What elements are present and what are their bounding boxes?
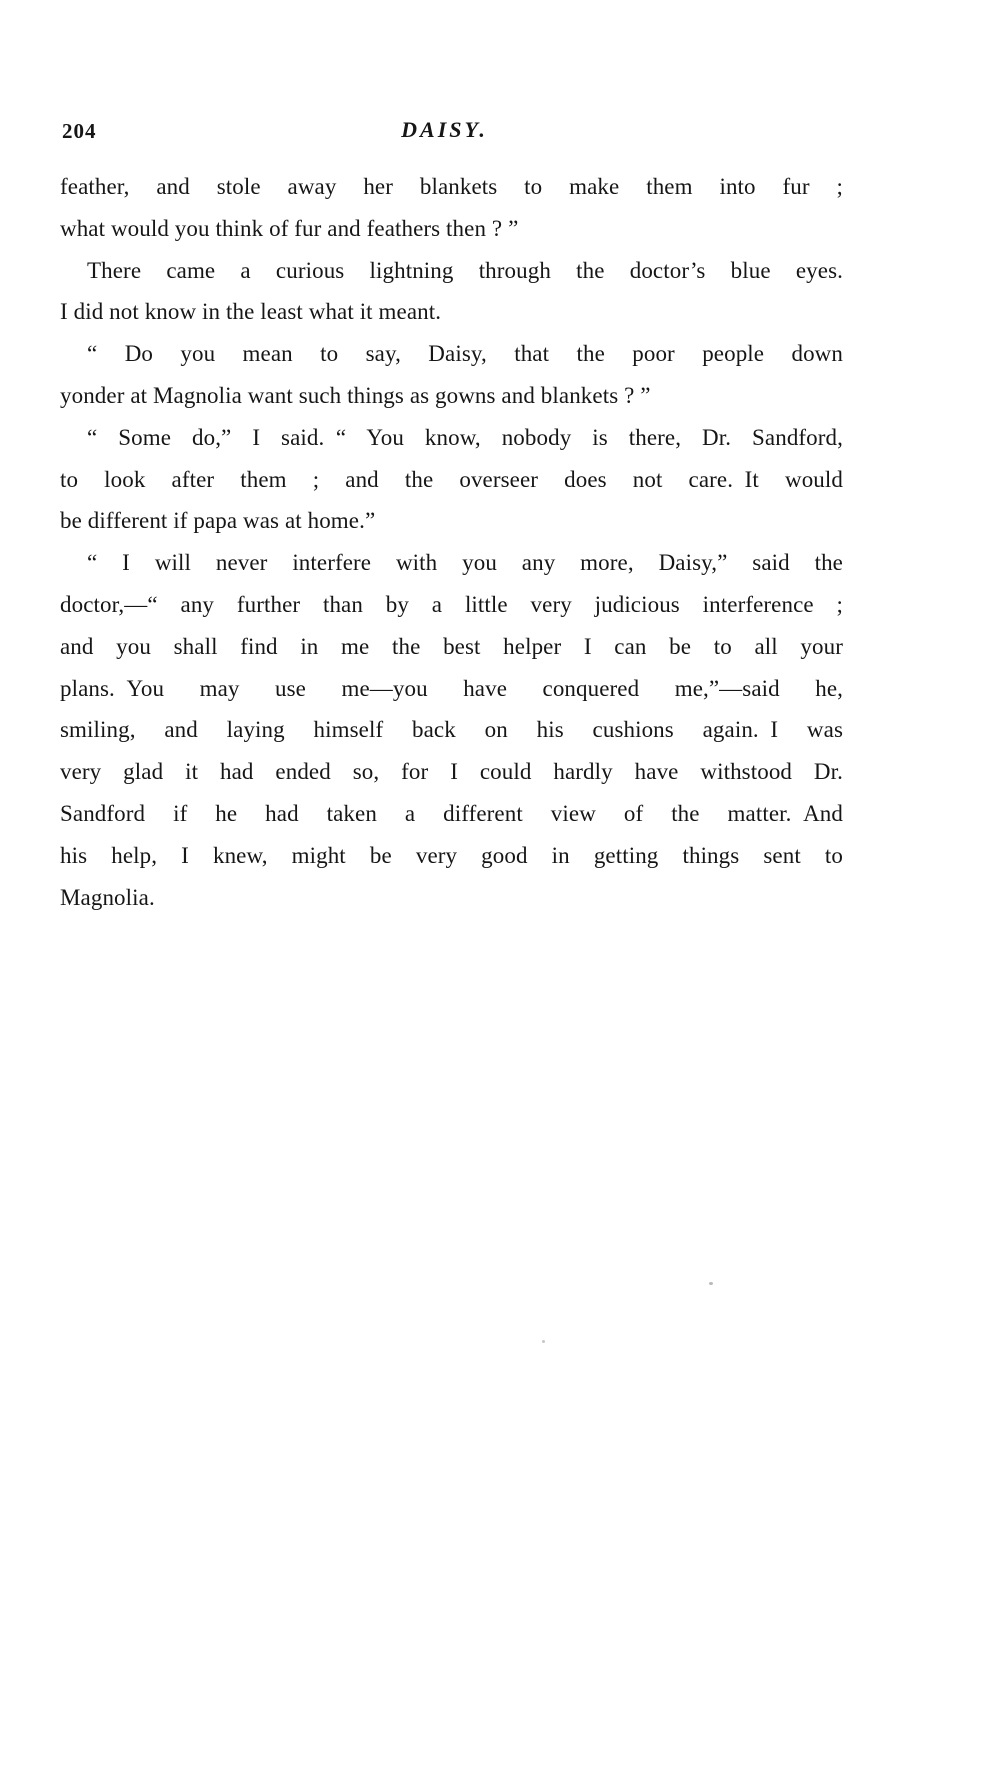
paragraph xyxy=(60,166,843,250)
text-line: be different if papa was at home.” xyxy=(60,508,376,534)
paragraph xyxy=(60,417,843,542)
page-body xyxy=(60,166,843,918)
text-line: doctor,—“ any further than by a little very judicious interference ; xyxy=(60,591,843,617)
text-line: to look after them ; and the overseer does not care. It would xyxy=(60,466,843,492)
text-line: I did not know in the least what it meant. xyxy=(60,299,442,325)
paragraph xyxy=(60,250,843,334)
text-line: “ Do you mean to say, Daisy, that the poor people down xyxy=(87,341,843,367)
text-line: smiling, and laying himself back on his cushions again. I was xyxy=(60,717,843,743)
paragraph xyxy=(60,542,843,918)
text-line: very glad it had ended so, for I could hardly have withstood Dr. xyxy=(60,759,843,785)
text-line: what would you think of fur and feathers then ? ” xyxy=(60,215,519,241)
text-line: plans. You may use me—you have conquered me,”—said he, xyxy=(60,675,843,701)
text-line: “ I will never interfere with you any more, Daisy,” said the xyxy=(87,550,843,576)
text-line: Sandford if he had taken a different view of the matter. And xyxy=(60,800,843,826)
text-line: “ Some do,” I said. “ You know, nobody is there, Dr. Sandford, xyxy=(87,424,843,450)
running-head-title: DAISY. xyxy=(401,117,488,142)
text-line: his help, I knew, might be very good in getting things sent to xyxy=(60,842,843,868)
text-line: feather, and stole away her blankets to make them into fur ; xyxy=(60,174,843,199)
text-line: and you shall find in me the best helper I can be to all your xyxy=(60,633,843,659)
text-line: yonder at Magnolia want such things as gowns and blankets ? ” xyxy=(60,382,651,408)
text-line: There came a curious lightning through the doctor’s blue eyes. xyxy=(87,257,843,283)
scan-artifact-dot xyxy=(542,1340,545,1343)
text-line: Magnolia. xyxy=(60,884,155,910)
scan-artifact-dot xyxy=(709,1282,713,1285)
running-head xyxy=(60,117,843,147)
page-number: 204 xyxy=(62,119,97,143)
paragraph xyxy=(60,333,843,417)
